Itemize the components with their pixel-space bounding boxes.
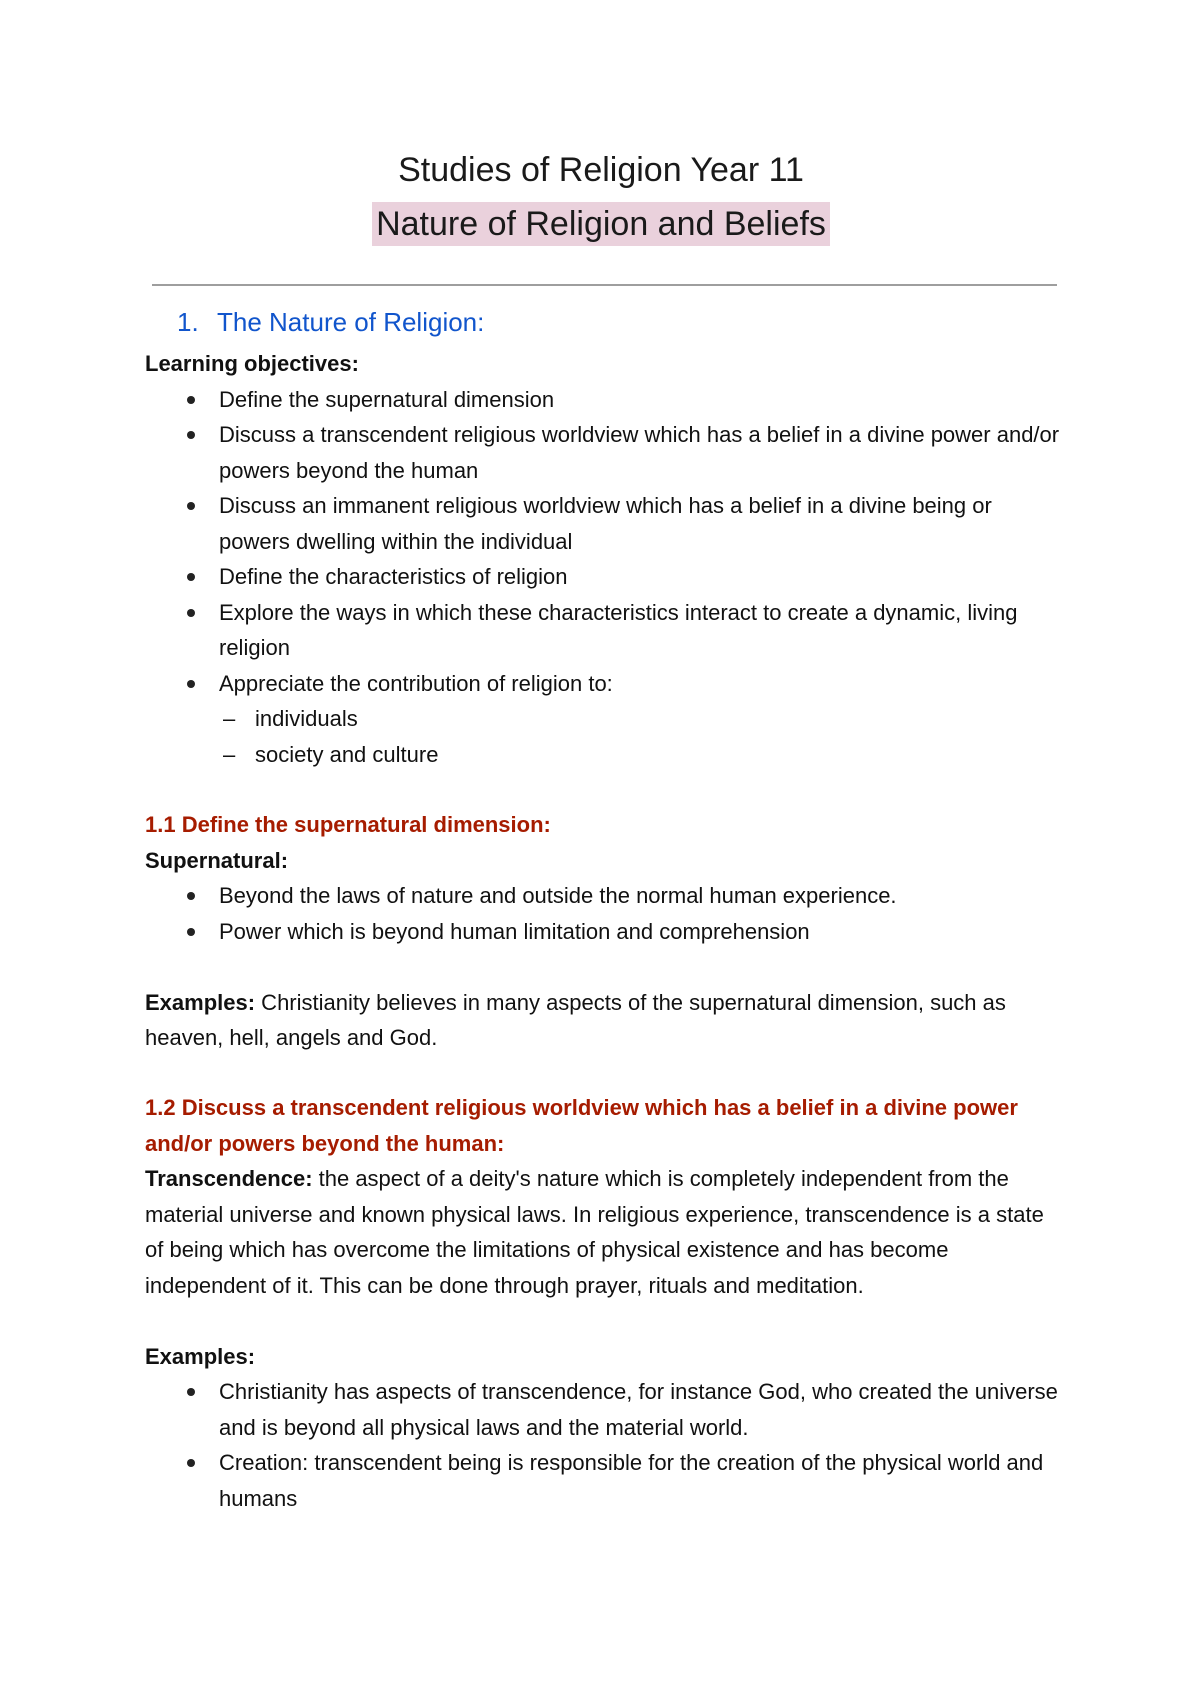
list-item: Discuss an immanent religious worldview which has a belief in a divine being or powers dwelling within the individual (145, 488, 1065, 559)
list-item: Creation: transcendent being is responsible for the creation of the physical world and humans (145, 1445, 1065, 1516)
section-1-2-heading: 1.2 Discuss a transcendent religious worldview which has a belief in a divine power and/or powers beyond the human: (145, 1095, 1018, 1156)
objectives-label: Learning objectives: (145, 351, 359, 376)
transcendence-definition (145, 1161, 1065, 1303)
list-item: Power which is beyond human limitation and comprehension (145, 914, 1065, 950)
objectives-list (145, 382, 1065, 702)
list-item: Beyond the laws of nature and outside the normal human experience. (145, 878, 1065, 914)
examples-text: Christianity believes in many aspects of the supernatural dimension, such as heaven, hell, angels and God. (145, 989, 1006, 1050)
list-item: Define the supernatural dimension (145, 382, 1065, 418)
list-item: Appreciate the contribution of religion to: (145, 666, 1065, 702)
section-1-1 (145, 807, 1065, 1056)
supernatural-points (145, 878, 1065, 949)
section-1-1-heading: 1.1 Define the supernatural dimension: (145, 812, 551, 837)
section-1-title: The Nature of Religion (217, 307, 478, 337)
supernatural-examples (145, 985, 1065, 1056)
sublist-item: – individuals (145, 701, 1065, 737)
contribution-sublist (145, 701, 1065, 772)
transcendence-text: the aspect of a deity's nature which is completely independent from the material universe and known physical laws. In religious experience, transcendence is a state of being which has overcome the limitations of physical existence and has become independent of it. This can be done through prayer, rituals and meditation. (145, 1166, 1044, 1298)
document-title: Studies of Religion Year 11 (398, 151, 804, 189)
transcendence-term: Transcendence: (145, 1166, 313, 1191)
section-1-heading (177, 304, 484, 340)
document-subtitle: Nature of Religion and Beliefs (372, 202, 830, 246)
list-item: Explore the ways in which these characteristics interact to create a dynamic, living religion (145, 595, 1065, 666)
list-item: Discuss a transcendent religious worldview which has a belief in a divine power and/or powers beyond the human (145, 417, 1065, 488)
sublist-item: – society and culture (145, 737, 1065, 773)
learning-objectives (145, 346, 1065, 772)
section-1-number: 1. (177, 307, 199, 337)
examples-label: Examples: (145, 989, 256, 1015)
list-item: Define the characteristics of religion (145, 559, 1065, 595)
supernatural-term: Supernatural: (145, 847, 289, 873)
examples-label: Examples: (145, 1343, 256, 1369)
section-1-colon: : (477, 307, 485, 337)
section-1-2 (145, 1090, 1065, 1516)
title-block (145, 148, 1057, 246)
horizontal-divider (152, 284, 1057, 286)
list-item: Christianity has aspects of transcendence, for instance God, who created the universe and is beyond all physical laws and the material world. (145, 1374, 1065, 1445)
transcendence-examples (145, 1374, 1065, 1516)
